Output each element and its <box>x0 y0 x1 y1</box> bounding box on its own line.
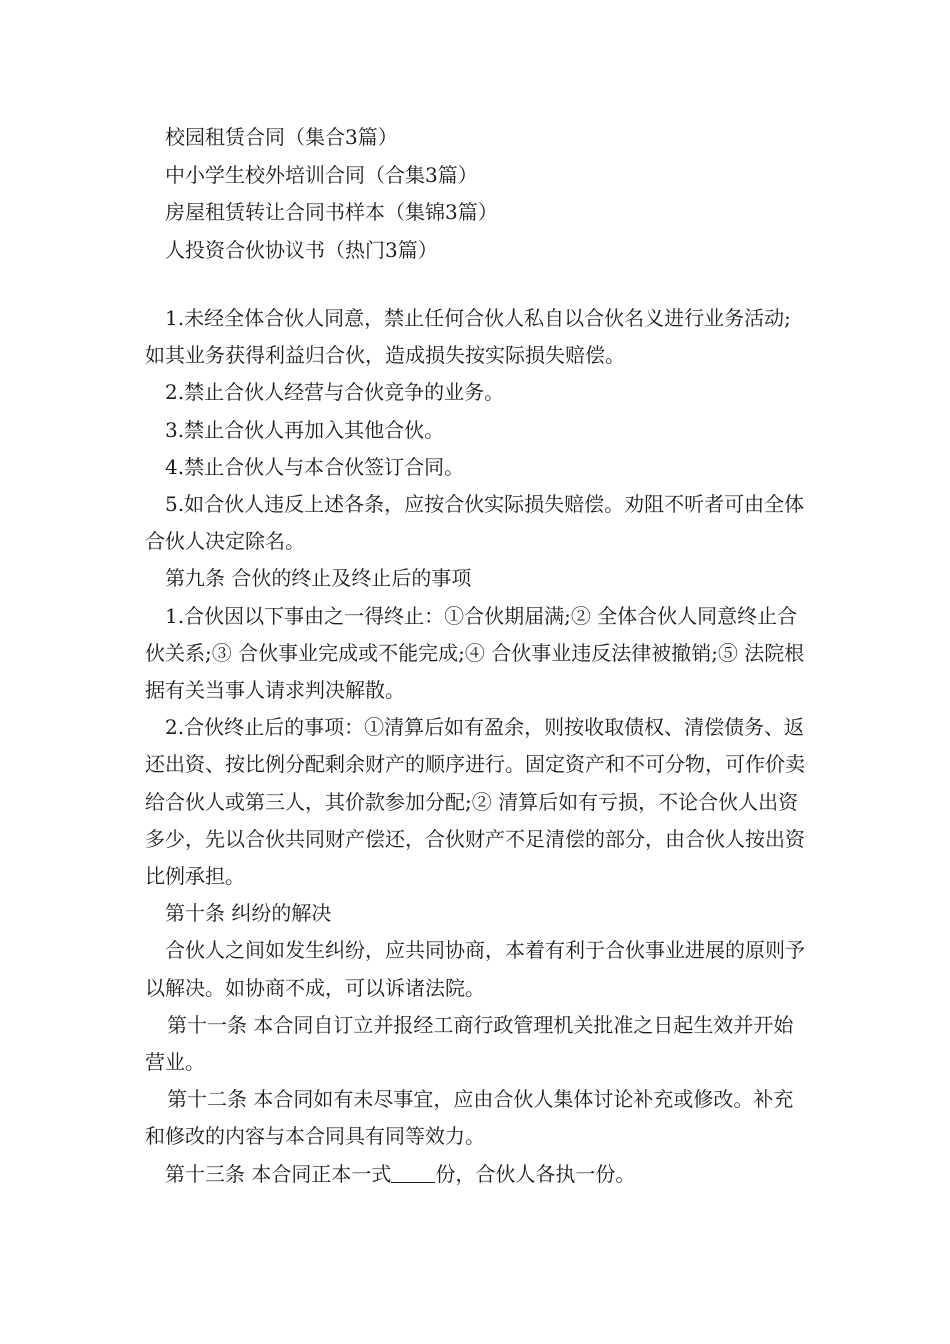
clause-paragraph: 5.如合伙人违反上述各条，应按合伙实际损失赔偿。劝阻不听者可由全体合伙人决定除名。 <box>145 492 805 554</box>
clause-paragraph: 3.禁止合伙人再加入其他合伙。 <box>165 417 445 442</box>
article-heading: 第十条 纠纷的解决 <box>165 901 332 926</box>
clause-paragraph: 4.禁止合伙人与本合伙签订合同。 <box>165 454 465 479</box>
clause-paragraph: 2.合伙终止后的事项：①清算后如有盈余，则按收取债权、清偿债务、返还出资、按比例分配剩余财产的顺序进行。固定资产和不可分物，可作价卖给合伙人或第三人，其价款参加分配;② 清算后如有亏损，不论合伙人出资多少，先以合伙共同财产偿还，合伙财产不足清偿的部分，由合伙人按出资比例承担。 <box>145 715 805 889</box>
article-text: 第十三条 本合同正本一式 <box>165 1161 392 1186</box>
clause-paragraph: 1.未经全体合伙人同意，禁止任何合伙人私自以合伙名义进行业务活动;如其业务获得利益归合伙，造成损失按实际损失赔偿。 <box>145 306 791 368</box>
article-paragraph <box>145 1156 810 1193</box>
article-text: 份，合伙人各执一份。 <box>435 1161 636 1186</box>
clause-paragraph: 合伙人之间如发生纠纷，应共同协商，本着有利于合伙事业进展的原则予以解决。如协商不成，可以诉诸法院。 <box>145 938 805 1000</box>
clause-paragraph: 1.合伙因以下事由之一得终止：①合伙期届满;② 全体合伙人同意终止合伙关系;③ 合伙事业完成或不能完成;④ 合伙事业违反法律被撤销;⑤ 法院根据有关当事人请求判决解散。 <box>145 603 805 703</box>
fill-in-blank <box>391 1160 435 1183</box>
related-documents-list <box>165 119 845 269</box>
contract-body <box>145 300 810 1193</box>
article-paragraph: 第十二条 本合同如有未尽事宜，应由合伙人集体讨论补充或修改。补充和修改的内容与本合同具有同等效力。 <box>145 1087 794 1149</box>
article-paragraph: 第十一条 本合同自订立并报经工商行政管理机关批准之日起生效并开始营业。 <box>145 1012 794 1075</box>
related-document-link[interactable]: 中小学生校外培训合同（合集3篇） <box>165 162 478 187</box>
clause-paragraph: 2.禁止合伙人经营与合伙竞争的业务。 <box>165 380 505 405</box>
article-heading: 第九条 合伙的终止及终止后的事项 <box>165 566 472 591</box>
related-document-link[interactable]: 房屋租赁转让合同书样本（集锦3篇） <box>165 200 498 224</box>
related-document-link[interactable]: 人投资合伙协议书（热门3篇） <box>165 237 438 262</box>
related-document-link[interactable]: 校园租赁合同（集合3篇） <box>165 125 398 149</box>
